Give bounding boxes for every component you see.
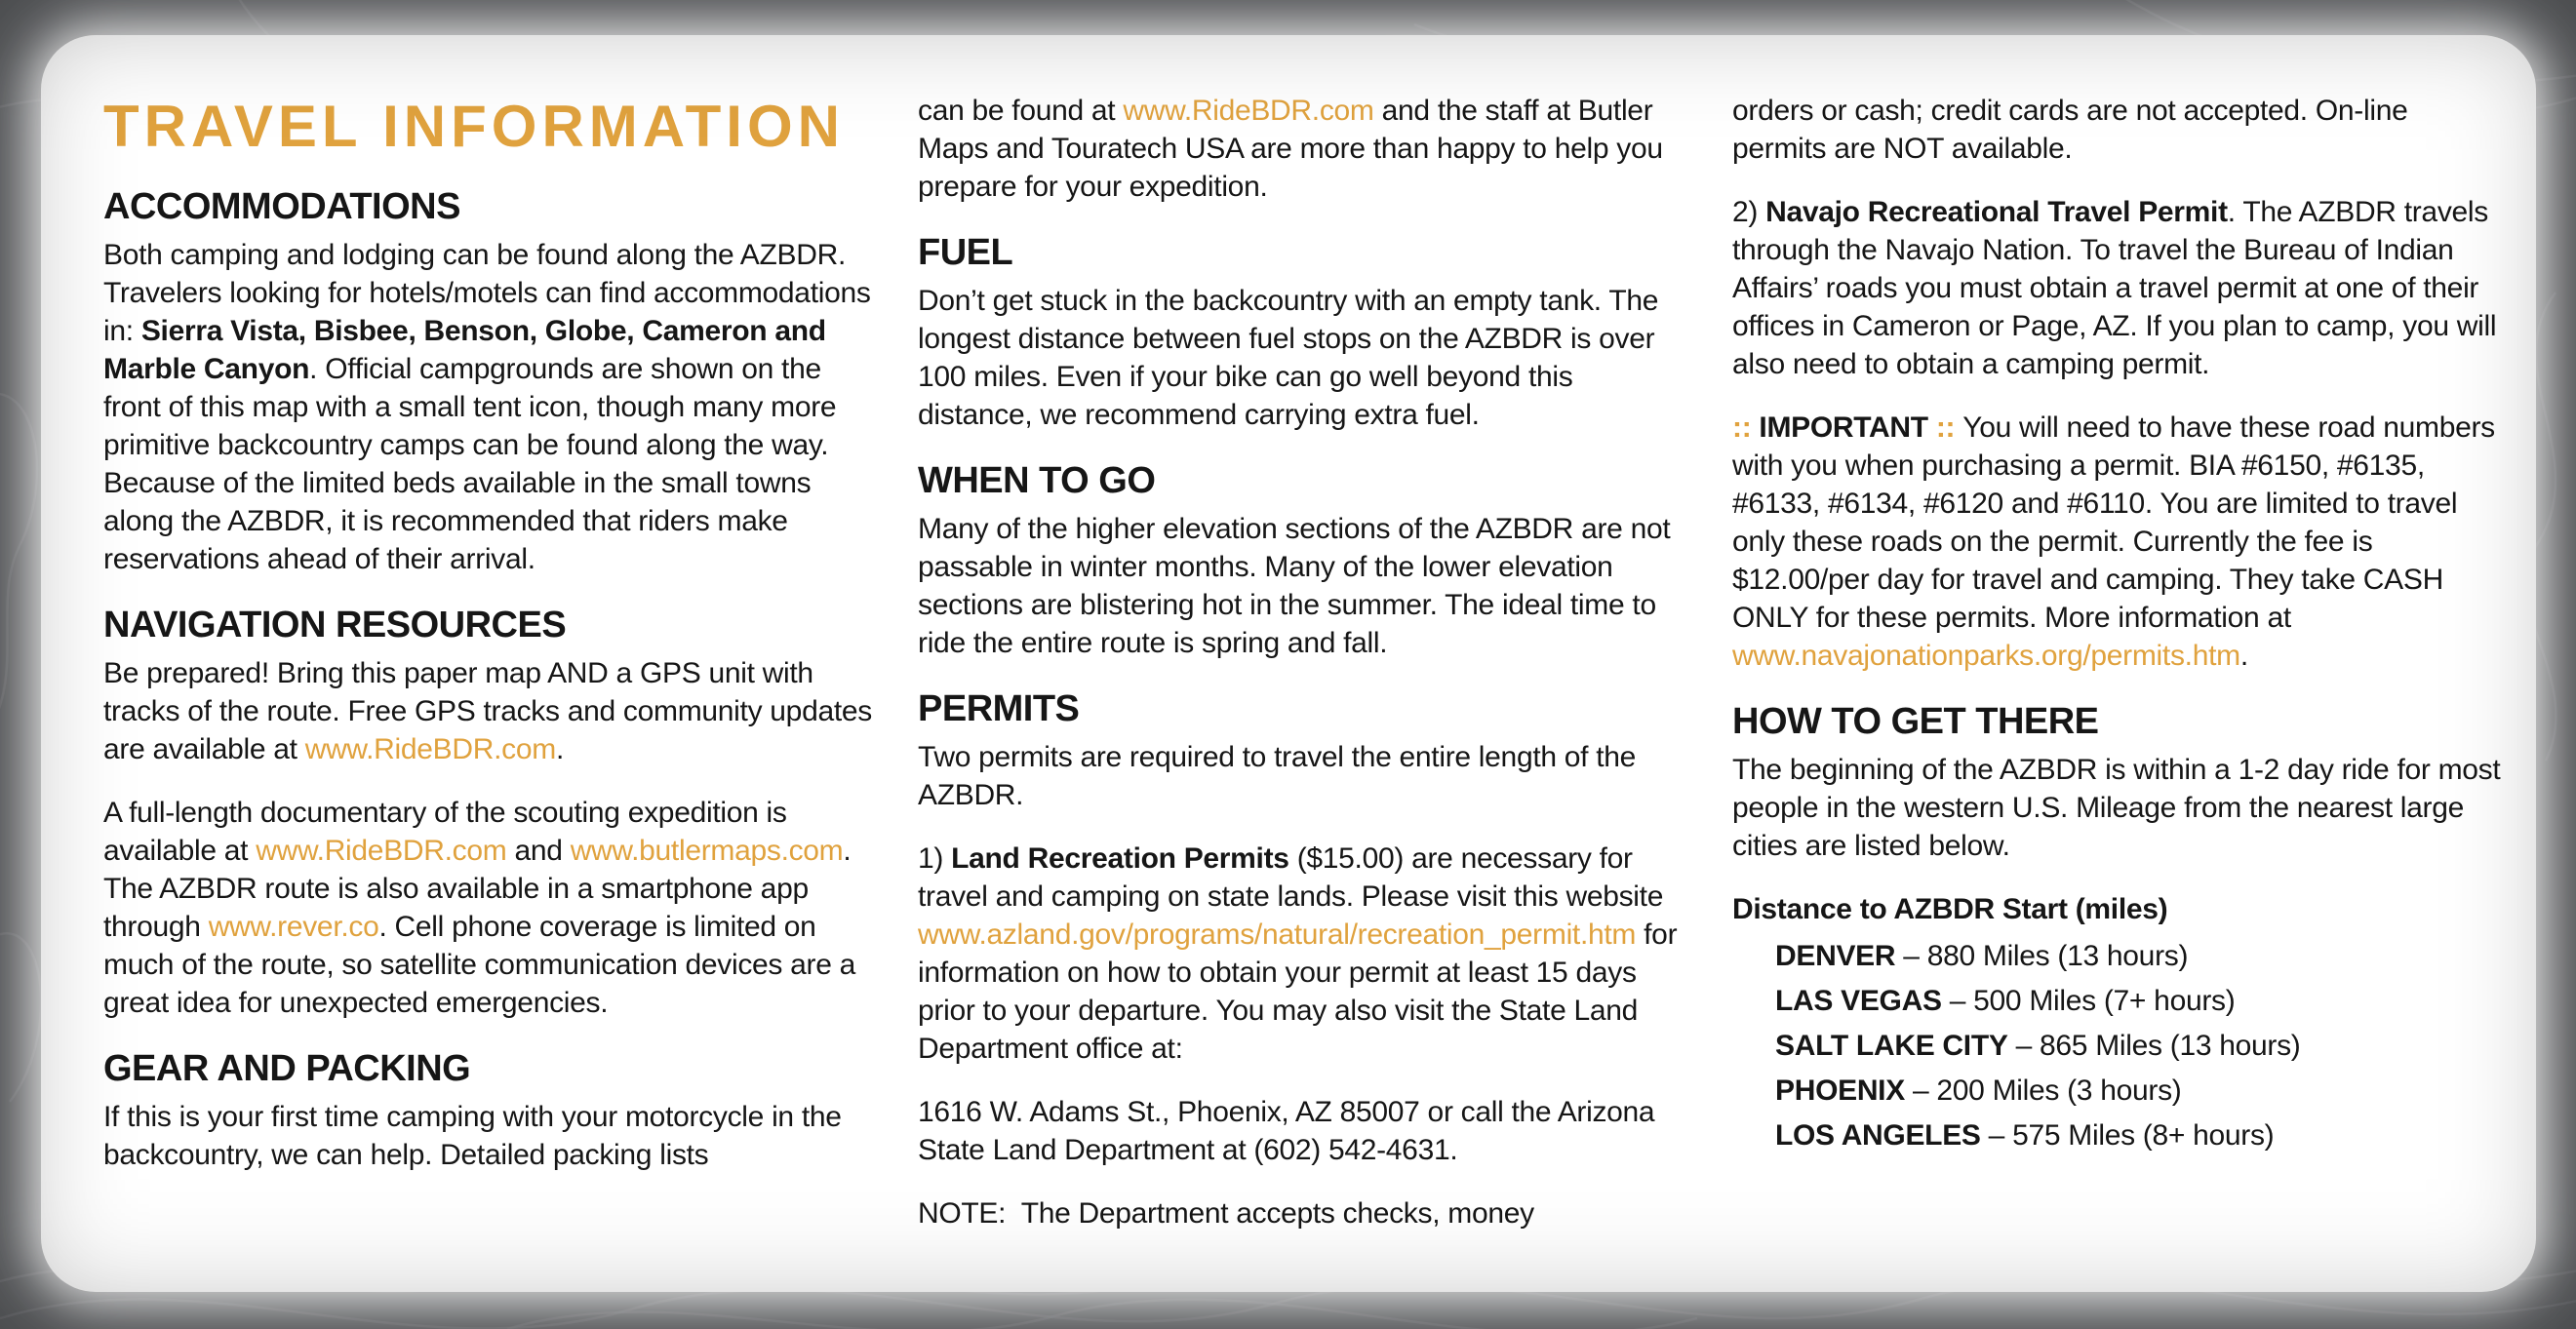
paragraph — [918, 282, 1688, 434]
url-link[interactable]: www.RideBDR.com — [256, 835, 507, 867]
text-run: ($15.00) are necessary for travel and camping on state lands. Please visit this website — [918, 842, 1664, 913]
text-run: orders or cash; credit cards are not accepted. On-line permits are NOT available. — [1732, 95, 2408, 165]
url-link[interactable]: www.RideBDR.com — [304, 733, 556, 765]
text-run: 2) — [1732, 196, 1766, 228]
city-name: DENVER — [1775, 940, 1896, 972]
text-run: A full-length documentary of the scouting expedition is available at — [103, 797, 787, 867]
text-run: and the staff at Butler Maps and Touratech USA are more than happy to help you prepare for your expedition. — [918, 95, 1663, 203]
column-right — [1732, 92, 2503, 1158]
paragraph — [103, 654, 874, 768]
columns-container — [103, 92, 2501, 1258]
text-run: . The AZBDR travels through the Navajo Nation. To travel the Bureau of Indian Affairs’ roads you must obtain a travel permit at one of their offices in Cameron or Page, AZ. If you plan to camp, you will also need to obtain a camping permit. — [1732, 196, 2497, 380]
paragraph — [918, 840, 1688, 1068]
paragraph — [103, 1098, 874, 1174]
text-run: and — [506, 835, 571, 867]
distance-list — [1775, 934, 2503, 1158]
column-middle — [918, 92, 1688, 1258]
text-run: Two permits are required to travel the entire length of the AZBDR. — [918, 741, 1637, 811]
paragraph — [103, 794, 874, 1022]
page-title: TRAVEL INFORMATION — [103, 94, 845, 159]
city-distance: – 880 Miles (13 hours) — [1895, 940, 2189, 972]
bold-text-run: IMPORTANT — [1759, 411, 1928, 444]
paragraph — [1732, 751, 2503, 865]
paragraph — [918, 738, 1688, 814]
text-run: . The AZBDR route is also available in a smartphone app through — [103, 835, 852, 943]
text-run: 1) — [918, 842, 952, 875]
bold-text-run: Land Recreation Permits — [951, 842, 1289, 875]
bold-text-run: Navajo Recreational Travel Permit — [1765, 196, 2228, 228]
text-run: You will need to have these road numbers with you when purchasing a permit. BIA #6150, #6135, #6133, #6134, #6120 and #6110. You are limited to travel only these roads on the permit. Currently the fee is $12.00/per day for travel and camping. They take CASH ONLY for these permits. More information at — [1732, 411, 2495, 634]
paragraph — [918, 1194, 1688, 1232]
section-heading: ACCOMMODATIONS — [103, 186, 460, 227]
paragraph — [103, 236, 874, 578]
gold-colons: :: — [1927, 411, 1963, 444]
text-run: Both camping and lodging can be found along the AZBDR. Travelers looking for hotels/motels can find accommodations in: — [103, 239, 871, 347]
url-link[interactable]: www.butlermaps.com — [570, 835, 844, 867]
paragraph — [918, 1093, 1688, 1169]
section-heading: WHEN TO GO — [918, 460, 1156, 501]
section-heading: FUEL — [918, 232, 1013, 273]
section-heading: NAVIGATION RESOURCES — [103, 605, 567, 645]
text-run: Many of the higher elevation sections of the AZBDR are not passable in winter months. Many of the lower elevation sections are blistering hot in the summer. The ideal time to ride the entire route is spring and fall. — [918, 513, 1671, 659]
city-distance: – 200 Miles (3 hours) — [1904, 1075, 2182, 1107]
city-name: LAS VEGAS — [1775, 985, 1942, 1017]
text-run: for information on how to obtain your permit at least 15 days prior to your departure. You may also visit the State Land Department office at: — [918, 919, 1678, 1065]
distance-list-item — [1775, 1114, 2503, 1158]
city-name: PHOENIX — [1775, 1075, 1905, 1107]
url-link[interactable]: www.RideBDR.com — [1123, 95, 1374, 127]
distance-list-item — [1775, 1069, 2503, 1114]
city-name: LOS ANGELES — [1775, 1119, 1981, 1152]
column-left — [103, 92, 874, 1199]
text-run: . Official campgrounds are shown on the front of this map with a small tent icon, though many more primitive backcountry camps can be found along the way. Because of the limited beds available in the small towns along the AZBDR, it is recommended that riders make reservations ahead of their arrival. — [103, 353, 837, 575]
text-run: Don’t get stuck in the backcountry with an empty tank. The longest distance between fuel stops on the AZBDR is over 100 miles. Even if your bike can go well beyond this distance, we recommend carrying extra fuel. — [918, 285, 1659, 431]
text-run: The beginning of the AZBDR is within a 1-2 day ride for most people in the western U.S. Mileage from the nearest large cities are listed below. — [1732, 754, 2501, 862]
text-run: can be found at — [918, 95, 1124, 127]
paragraph — [1732, 409, 2503, 675]
city-distance: – 575 Miles (8+ hours) — [1980, 1119, 2275, 1152]
url-link[interactable]: www.rever.co — [208, 911, 379, 943]
text-run: NOTE: The Department accepts checks, money — [918, 1197, 1534, 1230]
url-link[interactable]: www.azland.gov/programs/natural/recreation_permit.htm — [918, 919, 1637, 951]
text-run: If this is your first time camping with your motorcycle in the backcountry, we can help. Detailed packing lists — [103, 1101, 842, 1171]
text-run: 1616 W. Adams St., Phoenix, AZ 85007 or call the Arizona State Land Department at (602) 542-4631. — [918, 1096, 1655, 1166]
section-heading: HOW TO GET THERE — [1732, 701, 2099, 742]
url-link[interactable]: www.navajonationparks.org/permits.htm — [1732, 640, 2240, 672]
paragraph — [1732, 92, 2503, 168]
text-run: . — [2239, 640, 2248, 672]
bold-text-run: Sierra Vista, Bisbee, Benson, Globe, Cameron and Marble Canyon — [103, 315, 826, 385]
distance-list-item — [1775, 934, 2503, 979]
distance-list-item — [1775, 1024, 2503, 1069]
list-subheading: Distance to AZBDR Start (miles) — [1732, 893, 2168, 925]
text-run: . — [555, 733, 564, 765]
text-run: . Cell phone coverage is limited on much of the route, so satellite communication devices are a great idea for unexpected emergencies. — [103, 911, 856, 1019]
paragraph — [918, 92, 1688, 206]
city-distance: – 865 Miles (13 hours) — [2007, 1030, 2301, 1062]
text-run: Be prepared! Bring this paper map AND a GPS unit with tracks of the route. Free GPS tracks and community updates are available at — [103, 657, 872, 765]
paragraph — [918, 510, 1688, 662]
city-distance: – 500 Miles (7+ hours) — [1941, 985, 2236, 1017]
travel-information-card — [41, 35, 2536, 1292]
paragraph — [1732, 193, 2503, 383]
gold-colons: :: — [1732, 411, 1760, 444]
distance-list-item — [1775, 979, 2503, 1024]
section-heading: GEAR AND PACKING — [103, 1048, 471, 1089]
city-name: SALT LAKE CITY — [1775, 1030, 2008, 1062]
section-heading: PERMITS — [918, 688, 1080, 729]
